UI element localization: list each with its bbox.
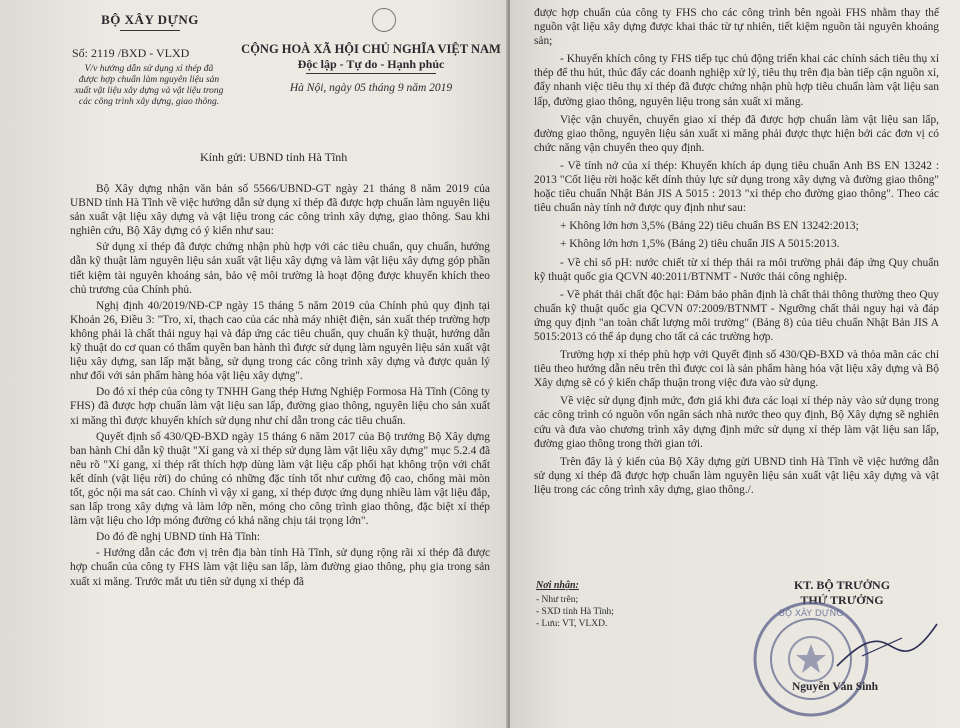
document-number: Số: 2119 /BXD - VLXD — [72, 46, 190, 60]
country-name: CỘNG HOÀ XÃ HỘI CHỦ NGHĨA VIỆT NAM — [241, 42, 501, 56]
signature-title: KT. BỘ TRƯỞNG — [793, 578, 891, 592]
national-motto: Độc lập - Tự do - Hạnh phúc — [297, 57, 445, 71]
ministry-name: BỘ XÂY DỰNG — [101, 12, 199, 27]
paragraph: Việc vận chuyển, chuyển giao xỉ thép đã được hợp chuẩn làm vật liệu san lấp, đường giao thông, nguyên liệu sản xuất xi măng phải được thực hiện bởi các đơn vị có chức năng vận chuyển theo quy định. — [534, 113, 939, 154]
ministry-underline — [120, 30, 180, 31]
left-body-text — [70, 182, 490, 591]
national-header — [236, 14, 506, 94]
paragraph: Bộ Xây dựng nhận văn bản số 5566/UBND-GT ngày 21 tháng 8 năm 2019 của UBND tỉnh Hà Tĩnh về việc hướng dẫn sử dụng xỉ thép đã được hợp chuẩn làm nguyên liệu sản xuất vật liệu xây dựng và vật liệu trong các công trình xây dựng, giao thông. Sau khi nghiên cứu, Bộ Xây dựng có ý kiến như sau: — [70, 183, 490, 238]
right-body-text — [534, 6, 939, 501]
paragraph: Sử dụng xỉ thép đã được chứng nhận phù hợp với các tiêu chuẩn, quy chuẩn, hướng dẫn kỹ thuật làm nguyên liệu sản xuất vật liệu xây dựng và làm vật liệu xây dựng góp phần tiết kiệm tài nguyên khoáng sản, bảo vệ môi trường là hoạt động được khuyến khích theo chủ trương của Chính phủ. — [70, 241, 490, 296]
paragraph: Nghị định 40/2019/NĐ-CP ngày 15 tháng 5 năm 2019 của Chính phủ quy định tại Khoản 26, Điều 3: "Tro, xỉ, thạch cao của các nhà máy nhiệt điện, sản xuất thép trường hợp không phải là chất thải nguy hại và đáp ứng các tiêu chuẩn, quy chuẩn kỹ thuật, hướng dẫn kỹ thuật do cơ quan có thẩm quyền ban hành thì được sử dụng làm nguyên liệu sản xuất vật liệu xây dựng, san lấp mặt bằng, sử dụng trong các công trình xây dựng và được quản lý như đối với sản phẩm hàng hóa vật liệu xây dựng". — [70, 299, 490, 383]
ministry-header — [70, 12, 230, 31]
signature-subtitle: THỨ TRƯỞNG — [800, 593, 884, 607]
salutation: Kính gửi: UBND tỉnh Hà Tĩnh — [200, 150, 348, 164]
paragraph: Trên đây là ý kiến của Bộ Xây dựng gửi UBND tỉnh Hà Tĩnh về việc hướng dẫn sử dụng xỉ thép đã được hợp chuẩn làm nguyên liệu sản xuất vật liệu xây dựng và vật liệu trong các công trình xây dựng, giao thông./. — [534, 455, 939, 496]
document-subject: V/v hướng dẫn sử dụng xỉ thép đã được hợp chuẩn làm nguyên liệu sản xuất vật liệu xây dựng và vật liệu trong các công trình xây dựng, giao thông. — [74, 64, 224, 107]
paragraph: được hợp chuẩn của công ty FHS cho các công trình bên ngoài FHS nhằm thay thế nguồn vật liệu xây dựng được khai thác từ tự nhiên, tiết kiệm nguồn tài nguyên khoáng sản; — [534, 7, 939, 48]
recipient-item: - Lưu: VT, VLXD. — [536, 619, 608, 629]
svg-text:BỘ XÂY DỰNG: BỘ XÂY DỰNG — [778, 609, 844, 619]
paragraph: + Không lớn hơn 3,5% (Bảng 22) tiêu chuẩn BS EN 13242:2013; — [560, 220, 859, 233]
paragraph: Do đó đề nghị UBND tỉnh Hà Tĩnh: — [96, 531, 260, 544]
paragraph: - Khuyến khích công ty FHS tiếp tục chủ động triển khai các chính sách tiêu thụ xỉ thép để thu hút, thúc đẩy các doanh nghiệp xử lý, tiêu thụ trên địa bàn tiếp cận nguồn xỉ, đẩy nhanh việc tiêu thụ xỉ thép đã được chứng nhận phù hợp tiêu chuẩn làm vật liệu san lấp, đường giao thông, nguyên liệu trong sản xuất xi măng. — [534, 53, 939, 108]
paragraph: Quyết định số 430/QĐ-BXD ngày 15 tháng 6 năm 2017 của Bộ trưởng Bộ Xây dựng ban hành Chỉ dẫn kỹ thuật "Xỉ gang và xỉ thép sử dụng làm vật liệu xây dựng" mục 5.2.4 đã nêu rõ "Xỉ gang, xỉ thép rất thích hợp dùng làm vật liệu cấp phối hạt không trộn với chất kết dính (vật liệu rời) do chúng có những đặc tính tốt như cường độ cao, chống mài mòn tốt, góc nội ma sát cao. Chính vì vậy xỉ gang, xỉ thép được ứng dụng nhiều làm vật liệu đắp, san lấp trong xây dựng và làm lớp nền, móng cho công trình giao thông, đặc biệt xỉ thép làm vật liệu cho lớp móng đường có khả năng chịu tải trọng lớn". — [70, 430, 490, 528]
paragraph: Về việc sử dụng định mức, đơn giá khi đưa các loại xỉ thép này vào sử dụng trong các công trình có nguồn vốn ngân sách nhà nước theo quy định, Bộ Xây dựng sẽ nghiên cứu và đưa vào chương trình xây dựng định mức sử dụng xỉ thép làm vật liệu san lấp, đường giao thông trong thời gian tới. — [534, 395, 939, 450]
recipient-item: - Như trên; — [536, 595, 579, 605]
signer-name: Nguyễn Văn Sinh — [792, 681, 879, 693]
handwritten-signature-icon — [832, 616, 942, 676]
dateline: Hà Nội, ngày 05 tháng 9 năm 2019 — [289, 82, 453, 94]
paragraph: Do đó xỉ thép của công ty TNHH Gang thép Hưng Nghiệp Formosa Hà Tĩnh (Công ty FHS) đã được hợp chuẩn làm vật liệu san lấp, đường giao thông, nguyên liệu cho sản xuất xi măng thì được khuyến khích sử dụng như chỉ dẫn trong các tiêu chuẩn. — [70, 386, 490, 427]
paragraph: - Về tính nở của xỉ thép: Khuyến khích áp dụng tiêu chuẩn Anh BS EN 13242 : 2013 "Cốt liệu rời hoặc kết dính thủy lực sử dụng trong xây dựng và đường giao thông" hoặc tiêu chuẩn Nhật Bản JIS A 5015 : 2013 "xỉ thép cho đường giao thông". Theo các tiêu chuẩn này tính nở được quy định như sau: — [534, 159, 939, 215]
paragraph: + Không lớn hơn 1,5% (Bảng 2) tiêu chuẩn JIS A 5015:2013. — [560, 238, 840, 251]
recipient-item: - SXD tỉnh Hà Tĩnh; — [536, 607, 614, 617]
motto-underline — [306, 73, 436, 74]
paragraph: Trường hợp xỉ thép phù hợp với Quyết định số 430/QĐ-BXD và thỏa mãn các chỉ tiêu theo hướng dẫn nêu trên thì được coi là sản phẩm hàng hóa vật liệu xây dựng và Bộ Xây dựng sẽ có ý kiến chấp thuận trong việc đưa vào sử dụng. — [534, 349, 939, 390]
recipients-title: Nơi nhận: — [536, 580, 579, 591]
paragraph: - Về phát thải chất độc hại: Đảm bảo phân định là chất thải thông thường theo Quy chuẩn kỹ thuật quốc gia QCVN 07:2009/BTNMT - Ngưỡng chất thải nguy hại và đáp ứng quy định "an toàn chất lượng môi trường" (Bảng 8) của tiêu chuẩn Nhật Bản JIS A 5015:2013 có thể áp dụng cho tất cả các trường hợp. — [534, 288, 939, 343]
paragraph: - Về chỉ số pH: nước chiết từ xỉ thép thải ra môi trường phải đáp ứng Quy chuẩn kỹ thuật quốc gia QCVN 40:2011/BTNMT - Nước thải công nghiệp. — [534, 256, 939, 283]
recipients-block — [536, 580, 686, 630]
paragraph: - Hướng dẫn các đơn vị trên địa bàn tỉnh Hà Tĩnh, sử dụng rộng rãi xỉ thép đã được hợp chuẩn của công ty FHS làm vật liệu san lấp, làm đường giao thông, phụ gia trong sản xuất xi măng. Trước mắt ưu tiên sử dụng xỉ thép đã — [70, 547, 490, 588]
